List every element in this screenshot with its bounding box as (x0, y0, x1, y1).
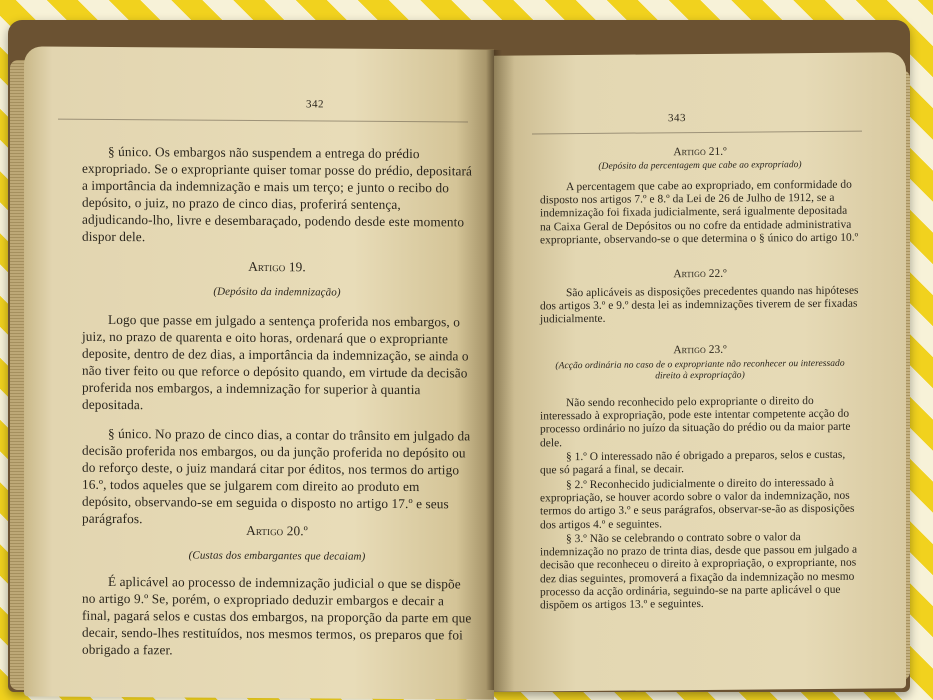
paragraph-artigo-20: É aplicável ao processo de indemnização judicial o que se dispõe no artigo 9.º Se, porém, o expropriado deduzir embargos e decair a final, pagará selos e custas dos embargos, na proporção da parte em que decair, sendo-lhes restituídos, nos mesmos termos, os preparos que foi obrigado a fazer. (82, 573, 472, 658)
paragraph-artigo-23-p1: § 1.º O interessado não é obrigado a preparos, selos e custas, que só pagará a final, se decair. (540, 448, 846, 477)
paragraph-artigo-21: A percentagem que cabe ao expropriado, em conformidade do disposto nos artigos 7.º e 8.º da Lei de 26 de Julho de 1912, se a indemnização foi fixada judicialmente, será igualmente depositada na Caixa Geral de Depósitos ou no cofre da entidade administrativa expropriante, observando-se o que determina o § único do artigo 10.º (540, 178, 859, 247)
left-page (24, 46, 494, 699)
subheading-artigo-20: (Custas dos embargantes que decaiam) (188, 549, 366, 563)
header-rule-left (58, 119, 468, 123)
paragraph-unico-embargos: § único. Os embargos não suspendem a entrega do prédio expropriado. Se o expropriante quiser tomar posse do prédio, depositará a importância da indemnização e mais um terço; e junto o recibo do depósito, o juiz, no prazo de cinco dias, proferirá sentença, adjudicando-lho, livre e desembaraçado, podendo desde este momento dispor dele. (82, 143, 473, 245)
heading-artigo-19: Artigo 19. (248, 258, 306, 275)
heading-artigo-22: Artigo 22.º (673, 267, 727, 281)
page-number-right: 343 (668, 112, 686, 125)
paragraph-artigo-19-unico: § único. No prazo de cinco dias, a contar do trânsito em julgado da decisão proferida nos embargos, ou da junção proferida no depósito ou do reforço deste, o juiz mandará citar por éditos, nos termos do artigo 16.º, todos aqueles que se julgarem com direito ao produto em depósito, observando-se em seguida o disposto no artigo 17.º e seus parágrafos. (82, 425, 471, 527)
paragraph-artigo-19: Logo que passe em julgado a sentença proferida nos embargos, o juiz, no prazo de quarenta e oito horas, ordenará que o expropriante deposite, dentro de dez dias, a importância da indemnização, se ainda o não tiver feito ou que reforce o depósito quando, em virtude da decisão proferida nos embargos, a indemnização for superior à quantia depositada. (82, 311, 469, 413)
subheading-artigo-23: (Acção ordinária no caso de o expropriante não reconhecer ou interessado direito à expropriação) (555, 358, 845, 382)
heading-artigo-21: Artigo 21.º (673, 145, 727, 159)
paragraph-artigo-23: Não sendo reconhecido pelo expropriante o direito do interessado à expropriação, pode este intentar competente acção do processo ordinário no juízo da situação do prédio ou da maior parte dele. (540, 395, 851, 450)
open-book (8, 20, 910, 692)
heading-artigo-20: Artigo 20.º (246, 522, 308, 539)
paragraph-artigo-22: São aplicáveis as disposições precedentes quando nas hipóteses dos artigos 3.º e 9.º desta lei as indemnizações tiverem de ser fixadas judicialmente. (540, 284, 859, 326)
heading-artigo-23: Artigo 23.º (673, 343, 727, 357)
header-rule-right (532, 131, 862, 135)
paragraph-artigo-23-p3: § 3.º Não se celebrando o contrato sobre o valor da indemnização no prazo de trinta dias, desde que passou em julgado a decisão que reconheceu o direito à expropriação, o expropriante, nos dez dias seguintes, promoverá a fixação da indemnização no mesmo processo da acção ordinária, seguindo-se na parte aplicável o que dispõem os artigos 13.º e seguintes. (540, 531, 858, 612)
subheading-artigo-19: (Depósito da indemnização) (213, 285, 341, 299)
right-page (494, 52, 906, 692)
subheading-artigo-21: (Depósito da percentagem que cabe ao expropriado) (598, 160, 802, 172)
page-number-left: 342 (306, 98, 324, 111)
paragraph-artigo-23-p2: § 2.º Reconhecido judicialmente o direito do interessado à expropriação, se houver acordo sobre o valor da indemnização, nos termos do artigo 3.º e seus parágrafos, observar-se-ão as disposições dos artigos 4.º e seguintes. (540, 476, 855, 532)
